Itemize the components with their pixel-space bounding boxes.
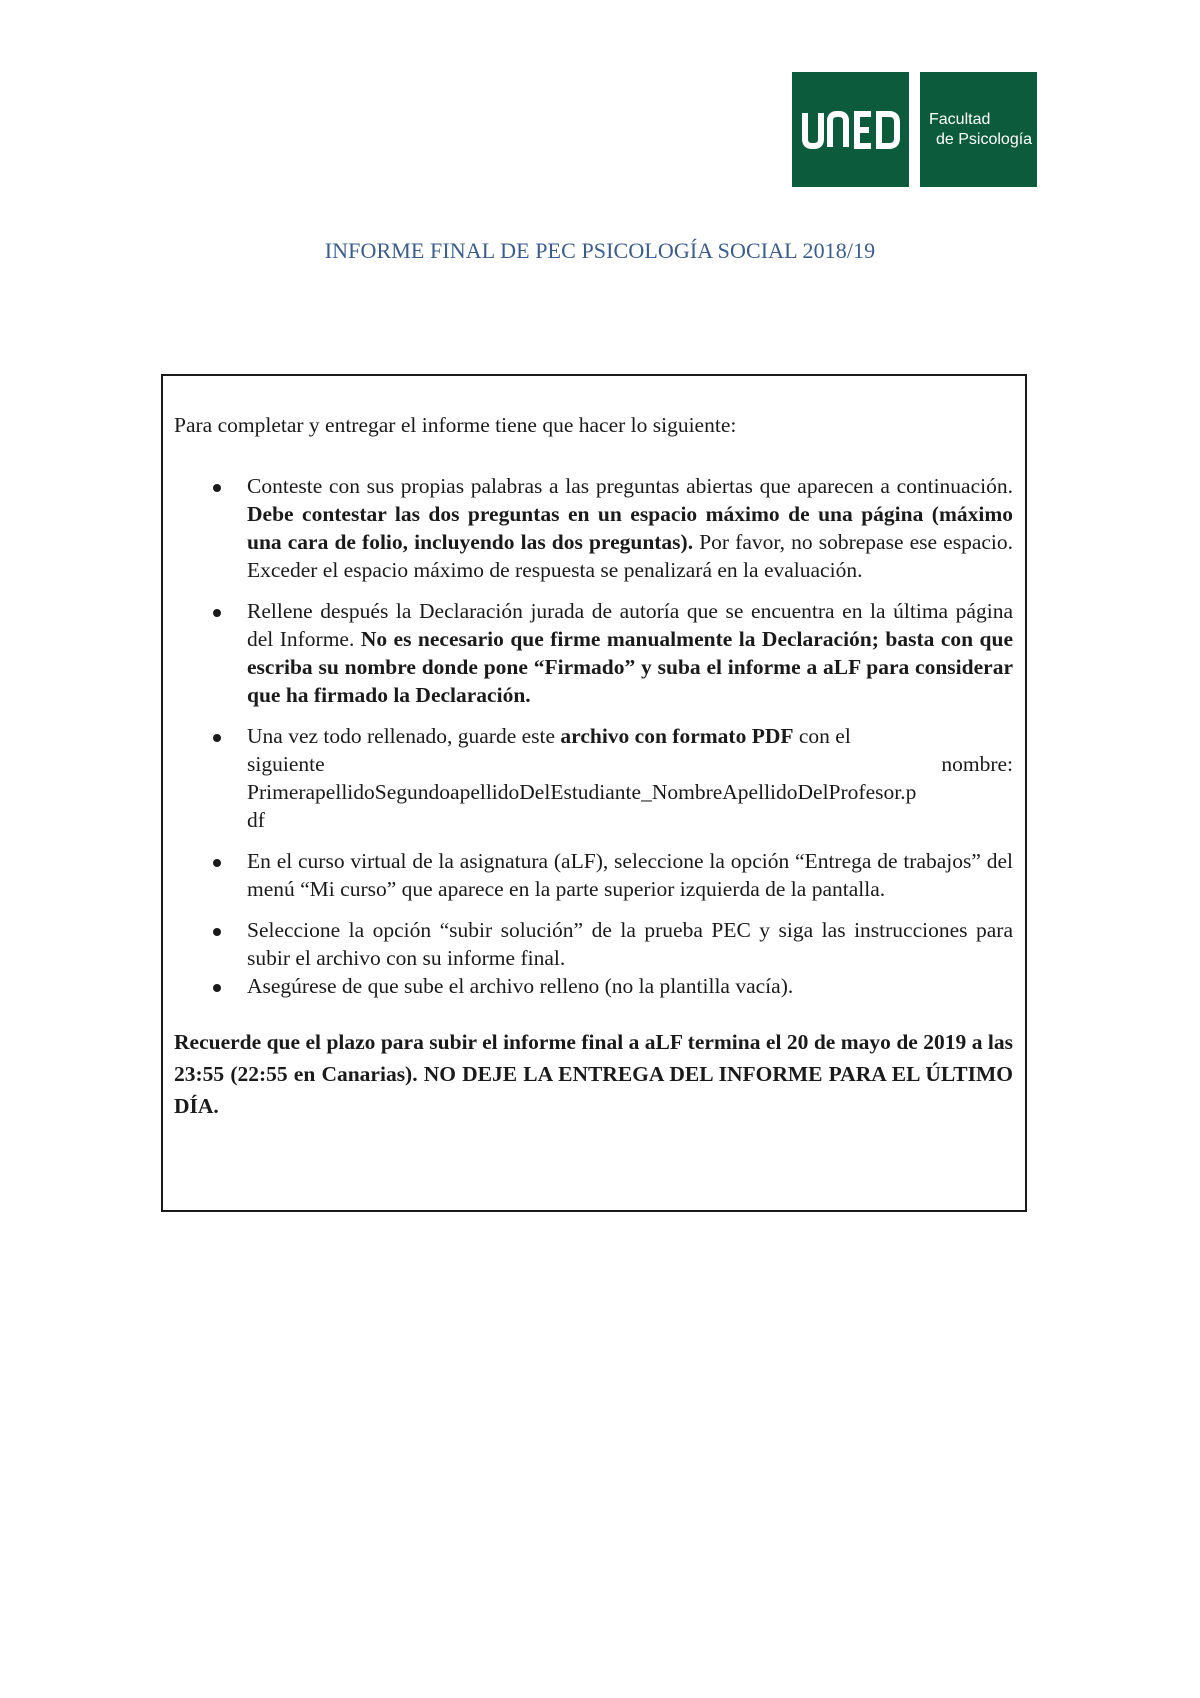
list-item — [174, 972, 1013, 1000]
item-text: Asegúrese de que sube el archivo relleno (no la plantilla vacía). — [247, 974, 794, 998]
faculty-line1: Facultad — [929, 110, 991, 128]
name-line — [247, 750, 1013, 778]
item-text: Una vez todo rellenado, guarde este — [247, 724, 561, 748]
item-bold-text: No es necesario que firme manualmente la Declaración; basta con que escriba su nombre donde pone “Firmado” y suba el informe a aLF para considerar que ha firmado la Declaración. — [247, 627, 1013, 707]
list-item — [174, 916, 1013, 972]
uned-logo — [792, 72, 1037, 187]
list-item — [174, 847, 1013, 903]
item-text: En el curso virtual de la asignatura (aLF), seleccione la opción “Entrega de trabajos” del menú “Mi curso” que aparece en la parte superior izquierda de la pantalla. — [247, 849, 1013, 901]
bullet-icon — [213, 859, 221, 867]
bullet-icon — [213, 484, 221, 492]
bullet-icon — [213, 609, 221, 617]
item-text: Por favor, no sobrepase ese espacio. Exceder el espacio máximo de respuesta se penalizará en la evaluación. — [247, 530, 1014, 582]
item-text: Conteste con sus propias palabras a las preguntas abiertas que aparecen a continuación. — [247, 474, 1013, 498]
list-item — [174, 472, 1013, 584]
item-text: con el — [793, 724, 851, 748]
item-bold-text: archivo con formato PDF — [560, 724, 794, 748]
bullet-icon — [213, 984, 221, 992]
file-name-text: PrimerapellidoSegundoapellidoDelEstudiante_NombreApellidoDelProfesor.p — [247, 780, 917, 804]
intro-text: Para completar y entregar el informe tiene que hacer lo siguiente: — [174, 413, 737, 437]
item-text: nombre: — [941, 752, 1013, 776]
list-item — [174, 722, 1013, 834]
item-text: Seleccione la opción “subir solución” de la prueba PEC y siga las instrucciones para subir el archivo con su informe final. — [247, 918, 1013, 970]
document-title: INFORME FINAL DE PEC PSICOLOGÍA SOCIAL 2018/19 — [324, 238, 876, 263]
file-name-text: df — [247, 808, 265, 832]
instructions-box — [161, 374, 1027, 1212]
item-text: siguiente — [247, 752, 325, 776]
deadline-note: Recuerde que el plazo para subir el informe final a aLF termina el 20 de mayo de 2019 a las 23:55 (22:55 en Canarias). NO DEJE LA ENTREGA DEL INFORME PARA EL ÚLTIMO DÍA. — [174, 1030, 1013, 1118]
bullet-icon — [213, 928, 221, 936]
item-bold-text: Debe contestar las dos preguntas en un espacio máximo de una página (máximo una cara de folio, incluyendo las dos preguntas). — [247, 502, 1013, 554]
uned-logo-mark — [792, 72, 909, 187]
faculty-line2: de Psicología — [936, 130, 1033, 148]
uned-wordmark-icon — [801, 111, 901, 149]
item-text: Rellene después la Declaración jurada de autoría que se encuentra en la última página del Informe. — [247, 599, 1013, 651]
faculty-logo — [920, 72, 1037, 187]
instruction-list — [174, 472, 1013, 1000]
list-item — [174, 597, 1013, 709]
bullet-icon — [213, 734, 221, 742]
